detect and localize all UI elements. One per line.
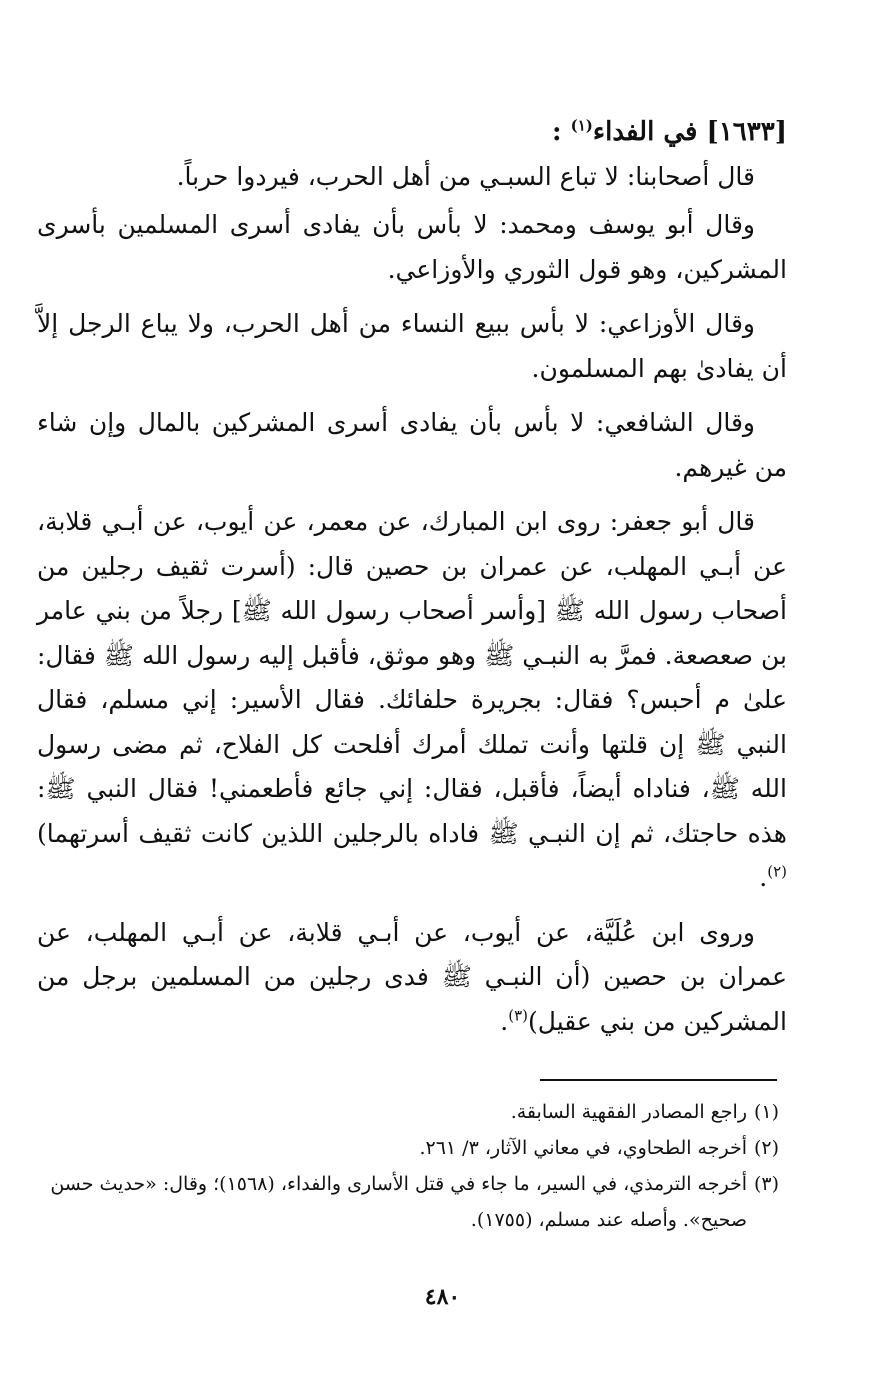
section-heading [37,110,787,155]
footnote-ref: (٣) [508,1006,529,1025]
paragraph: وقال أبو يوسف ومحمد: لا بأس بأن يفادى أسرى المسلمين بأسرى المشركين، وهو قول الثوري والأوزاعي. [37,210,787,284]
page-number: ٤٨٠ [424,1284,461,1310]
footnote-separator [540,1079,777,1081]
heading-colon: : [551,117,562,147]
hadith-end: . [759,863,768,892]
section-title: في الفداء [592,117,698,147]
footnote-text: أخرجه الطحاوي، في معاني الآثار، ٣/ ٢٦١. [419,1137,747,1159]
footnote-ref: (١) [570,116,593,135]
footnote-marker: (٢) [753,1137,779,1159]
footnote [37,1094,779,1130]
paragraph: وقال الأوزاعي: لا بأس ببيع النساء من أهل الحرب، ولا يباع الرجل إلاَّ أن يفادىٰ بهم المسلمون. [37,309,787,383]
hadith-paragraph [37,500,787,901]
paragraph: وقال الشافعي: لا بأس بأن يفادى أسرى المشركين بالمال وإن شاء من غيرهم. [37,408,787,482]
hadith-text: قال أبو جعفر: روى ابن المبارك، عن معمر، عن أيوب، عن أبـي قلابة، عن أبـي المهلب، عن عمران بن حصين قال: (أسرت ثقيف رجلين من أصحاب رسول الله ﷺ [وأسر أصحاب رسول الله ﷺ] رجلاً من بني عامر بن صعصعة. فمرَّ به النبـي ﷺ وهو موثق، فأقبل إليه رسول الله ﷺ فقال: علىٰ م أحبس؟ فقال: بجريرة حلفائك. فقال الأسير: إني مسلم، فقال النبي ﷺ إن قلتها وأنت تملك أمرك أفلحت كل الفلاح، ثم مضى رسول الله ﷺ، فناداه أيضاً، فأقبل، فقال: إني جائع فأطعمني! فقال النبي ﷺ: هذه حاجتك، ثم إن النبـي ﷺ فاداه بالرجلين اللذين كانت ثقيف أسرتهما) [37,507,787,848]
main-text [37,110,787,1054]
footnotes [37,1094,779,1238]
hadith-end: . [500,1006,509,1036]
footnote-marker: (١) [753,1101,779,1123]
footnote-marker: (٣) [753,1173,779,1195]
footnote [37,1130,779,1166]
footnote-text: أخرجه الترمذي، في السير، ما جاء في قتل الأسارى والفداء، (١٥٦٨)؛ وقال: «حديث حسن صحيح». وأصله عند مسلم، (١٧٥٥). [50,1173,747,1231]
section-number: [١٦٣٣] [706,117,787,147]
hadith-text: وروى ابن عُلَيَّة، عن أيوب، عن أبـي قلابة، عن أبـي المهلب، عن عمران بن حصين (أن النبـي ﷺ فدى رجلين من المسلمين برجل من المشركين من بني عقيل) [37,917,787,1036]
footnote-text: راجع المصادر الفقهية السابقة. [510,1101,747,1123]
footnote-ref: (٢) [767,862,787,881]
footnote [37,1166,779,1238]
paragraph: قال أصحابنا: لا تباع السبـي من أهل الحرب، فيردوا حرباً. [176,161,755,191]
hadith-paragraph [37,911,787,1045]
